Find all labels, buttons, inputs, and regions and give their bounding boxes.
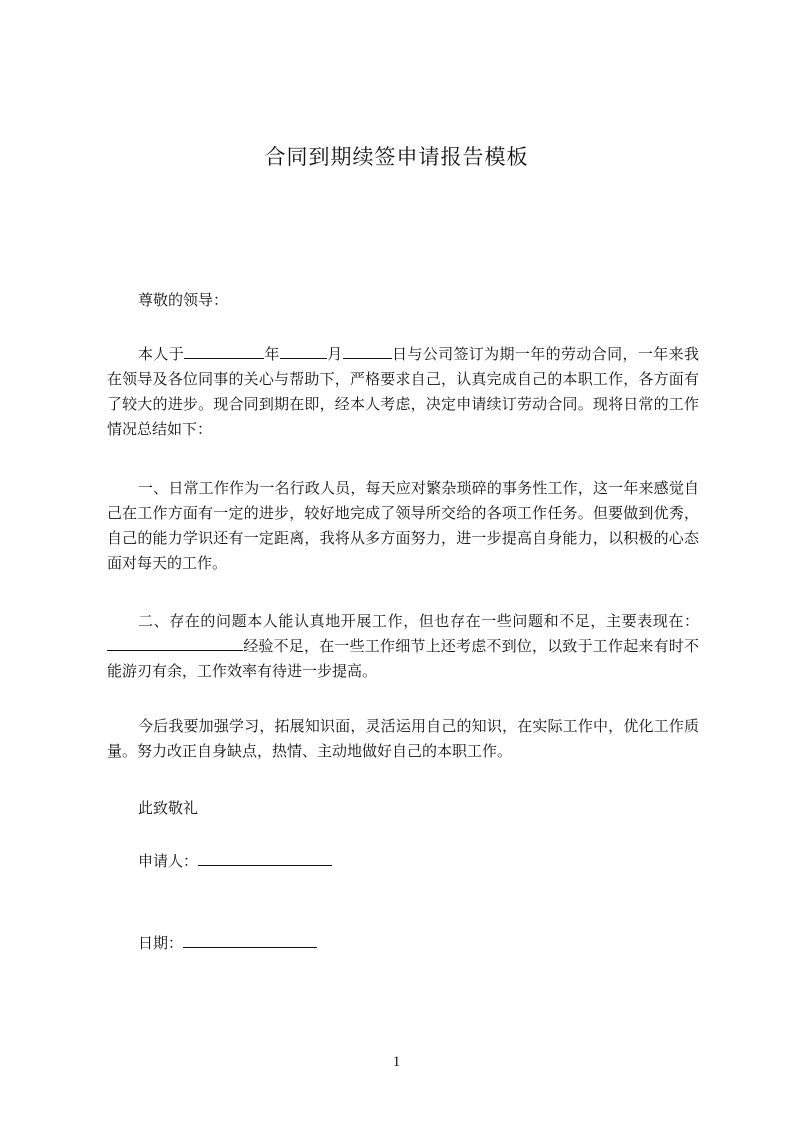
date-line	[138, 931, 317, 956]
date-blank	[183, 932, 317, 948]
date-label: 日期：	[138, 934, 184, 952]
section-2-paragraph	[107, 609, 699, 684]
salutation-text: 尊敬的领导：	[138, 291, 229, 309]
month-blank	[280, 343, 327, 359]
year-blank	[184, 343, 264, 359]
intro-text-3: 月	[326, 345, 343, 363]
applicant-line	[138, 849, 332, 874]
intro-text-2: 年	[264, 345, 280, 363]
applicant-label: 申请人：	[138, 852, 199, 870]
applicant-blank	[198, 850, 332, 866]
problem-blank	[107, 635, 243, 651]
day-blank	[343, 343, 392, 359]
closing: 此致敬礼	[138, 799, 199, 817]
section-3-paragraph: 今后我要加强学习，拓展知识面，灵活运用自己的知识，在实际工作中，优化工作质量。努力改正自身缺点，热情、主动地做好自己的本职工作。	[107, 717, 699, 760]
section-1-paragraph: 一、日常工作作为一名行政人员，每天应对繁杂琐碎的事务性工作，这一年来感觉自己在工作方面有一定的进步，较好地完成了领导所交给的各项工作任务。但要做到优秀，自己的能力学识还有一定距离，我将从多方面努力，进一步提高自身能力，以积极的心态面对每天的工作。	[107, 479, 699, 572]
intro-paragraph	[107, 342, 699, 442]
salutation	[107, 288, 699, 313]
section-2-text-2: 经验不足，在一些工作细节上还考虑不到位，以致于工作起来有时不能游刃有余，工作效率有待进一步提高。	[107, 637, 699, 680]
intro-text-1: 本人于	[138, 345, 185, 363]
document-title: 合同到期续签申请报告模板	[264, 145, 529, 169]
section-2-text-1: 二、存在的问题本人能认真地开展工作，但也存在一些问题和不足，主要表现在：	[138, 612, 699, 630]
page-number: 1	[392, 1054, 401, 1070]
intro-text-4: 日与公司签订为期一年的劳动合同，一年来我在领导及各位同事的关心与帮助下，严格要求自己，认真完成自己的本职工作，各方面有了较大的进步。现合同到期在即，经本人考虑，决定申请续订劳动合同。现将日常的工作情况总结如下：	[107, 345, 699, 438]
